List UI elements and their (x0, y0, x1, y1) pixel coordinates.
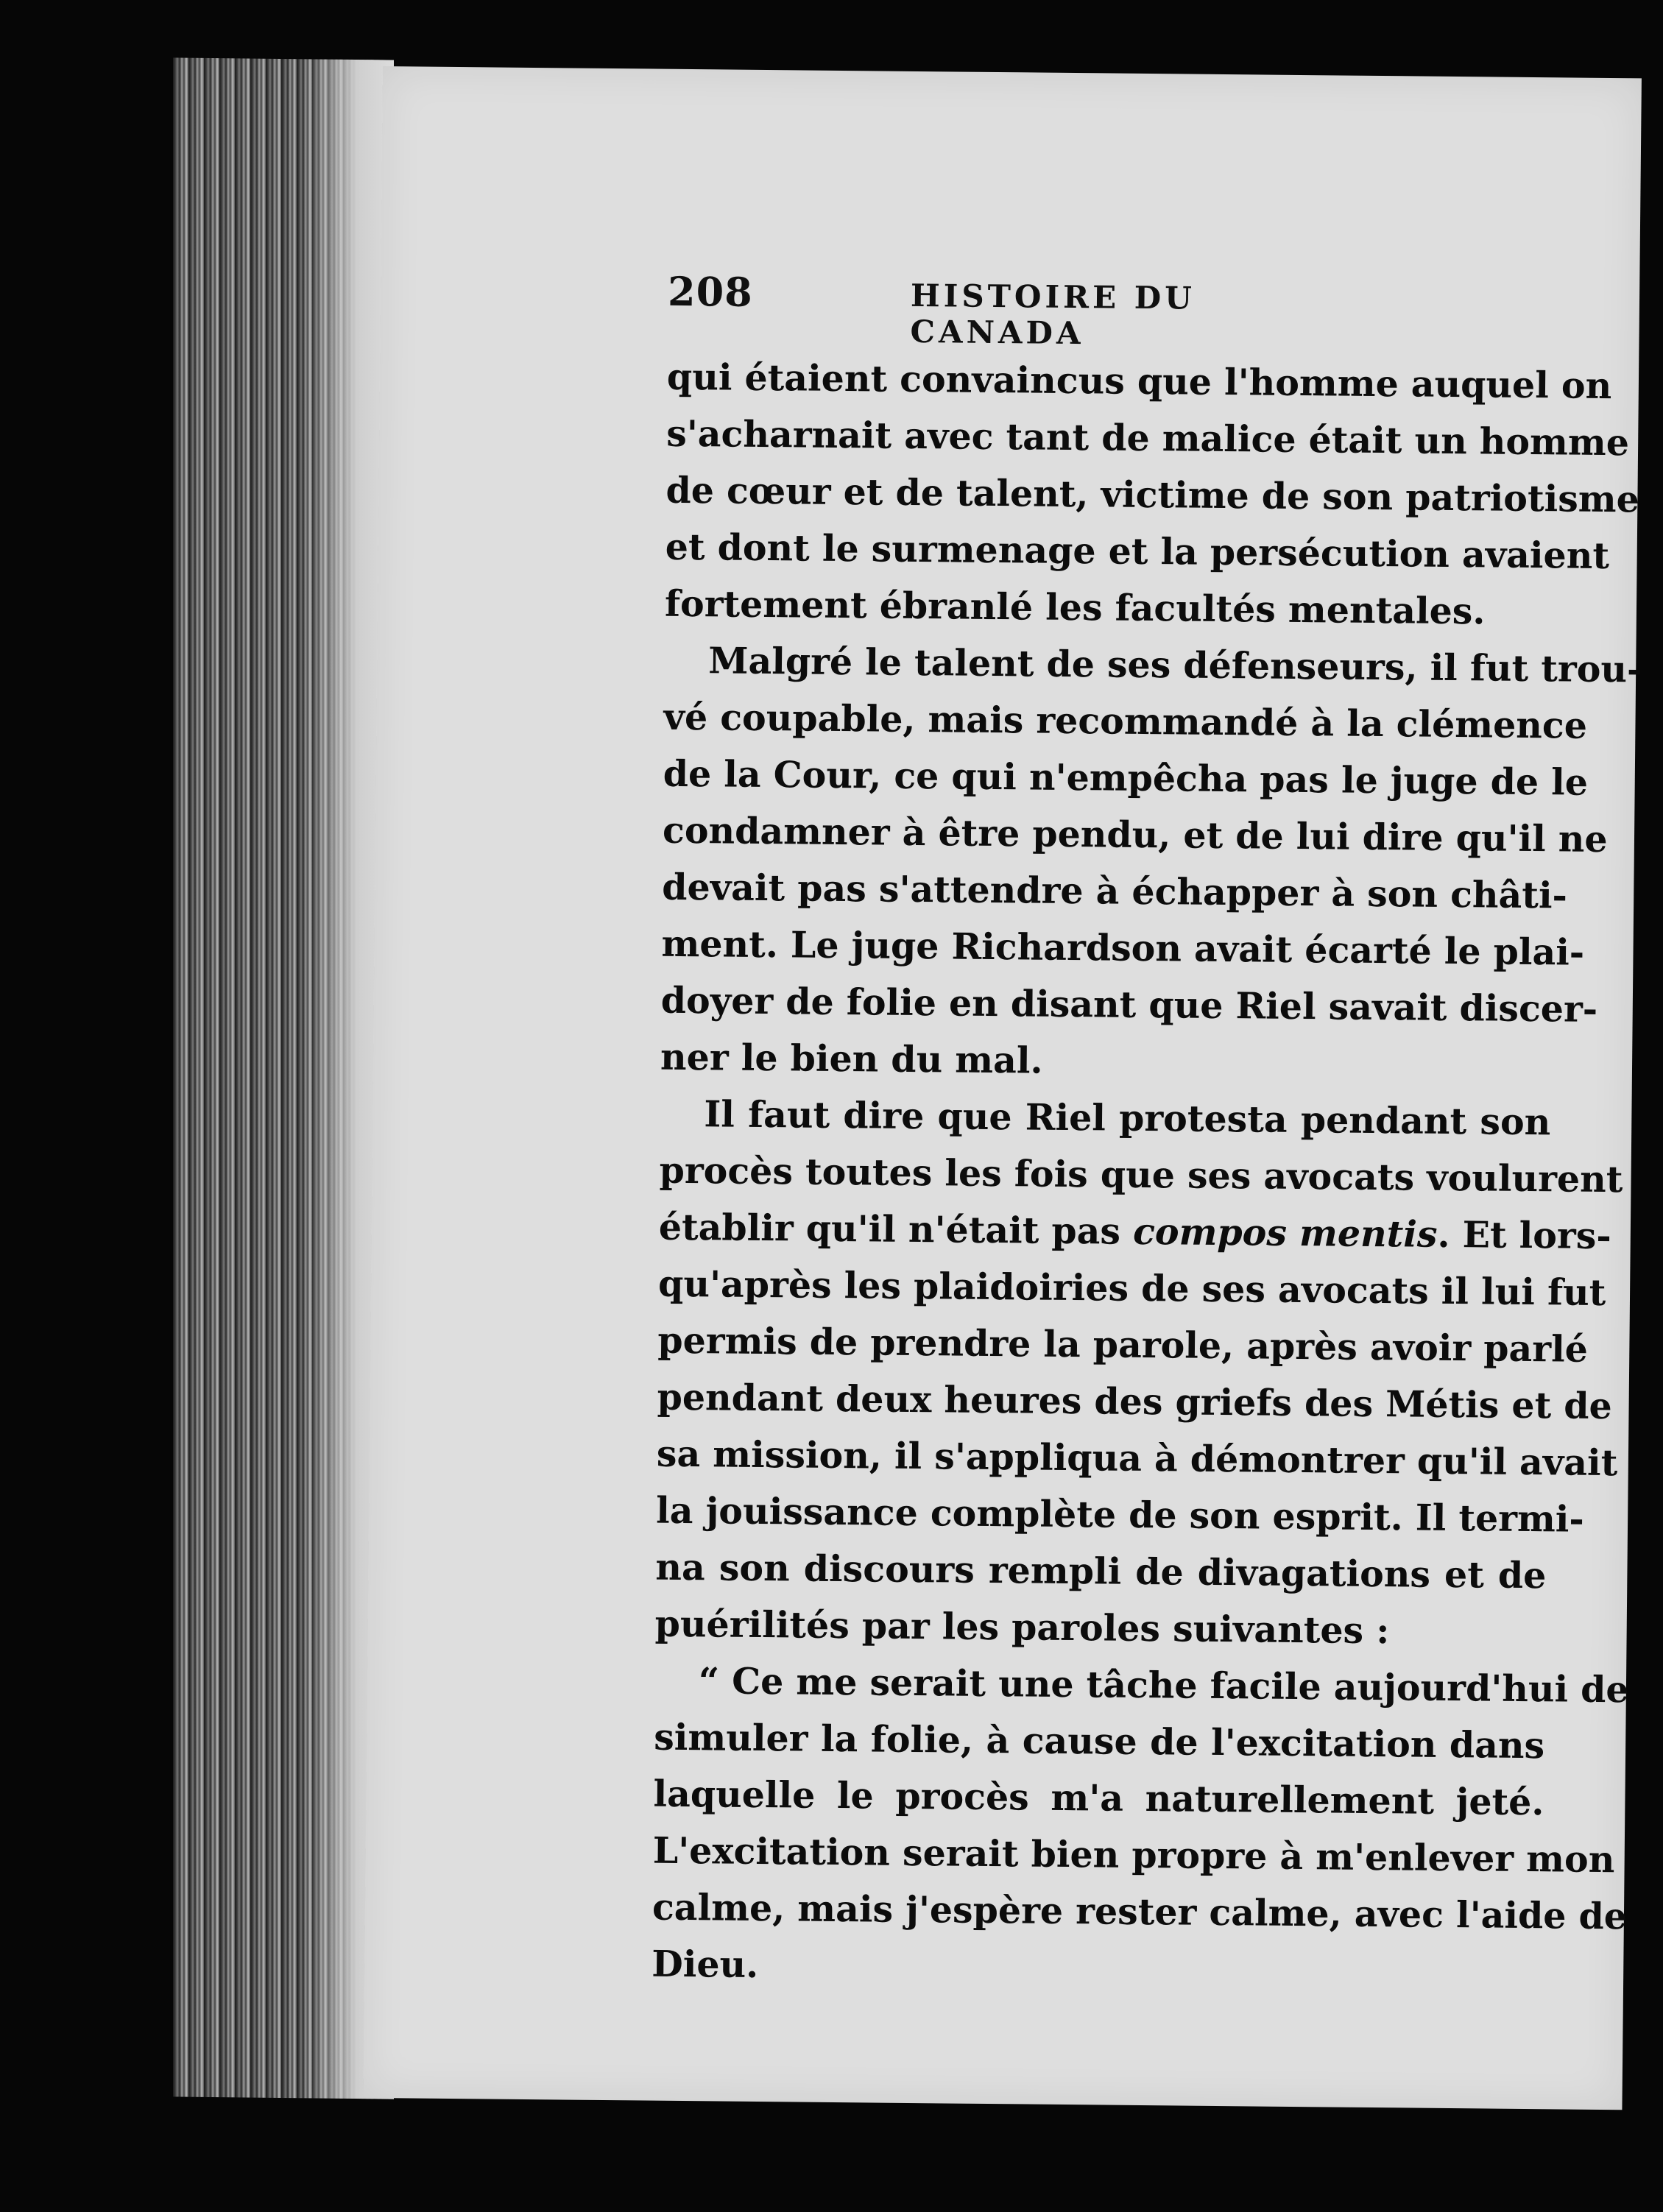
text-line: puérilités par les paroles suivantes : (654, 1602, 1390, 1653)
text-line: doyer de folie en disant que Riel savait discer- (660, 978, 1598, 1031)
text-line: laquelle le procès m'a naturellement jeté. (653, 1772, 1544, 1824)
text-line: s'acharnait avec tant de malice était un homme (665, 411, 1630, 464)
text-line: Malgré le talent de ses défenseurs, il fut trou- (707, 639, 1642, 691)
text-line: ment. Le juge Richardson avait écarté le plai- (661, 922, 1585, 974)
text-line: et dont le surmenage et la persécution avaient (665, 525, 1610, 578)
text-line: permis de prendre la parole, après avoir parlé (657, 1318, 1589, 1371)
text-line: la jouissance complète de son esprit. Il termi- (655, 1488, 1585, 1541)
text-line: procès toutes les fois que ses avocats voulurent (659, 1148, 1623, 1201)
text-line: de la Cour, ce qui n'empêcha pas le juge de le (663, 752, 1589, 804)
text-line: simuler la folie, à cause de l'excitation dans (653, 1715, 1545, 1767)
text-line: na son discours rempli de divagations et de (655, 1545, 1547, 1597)
page-edges (173, 57, 394, 2099)
text-line: de cœur et de talent, victime de son patriotisme (665, 468, 1640, 521)
text-line: Il faut dire que Riel protesta pendant son (704, 1092, 1551, 1144)
text-line: L'excitation serait bien propre à m'enlever mon (652, 1828, 1615, 1881)
text-line: devait pas s'attendre à échapper à son châti- (662, 865, 1568, 917)
text-line: Dieu. (651, 1942, 759, 1987)
text-line: calme, mais j'espère rester calme, avec l'aide de (652, 1885, 1628, 1938)
italic-phrase: compos mentis (1132, 1209, 1438, 1256)
text-line: condamner à être pendu, et de lui dire qu'il ne (662, 808, 1608, 861)
text-line: établir qu'il n'était pas compos mentis. Et lors- (658, 1205, 1611, 1258)
text-line: sa mission, il s'appliqua à démontrer qu'il avait (656, 1432, 1618, 1485)
text-line: fortement ébranlé les facultés mentales. (664, 582, 1486, 633)
text-line: pendant deux heures des griefs des Métis et de (657, 1375, 1613, 1428)
text-line: qu'après les plaidoiries de ses avocats il lui fut (657, 1262, 1606, 1315)
text-line: “ Ce me serait une tâche facile aujourd'hui de (698, 1659, 1629, 1711)
text-line: vé coupable, mais recommandé à la clémence (663, 695, 1588, 747)
text-line: ner le bien du mal. (660, 1035, 1043, 1082)
page-number: 208 (667, 267, 754, 316)
book-page (364, 66, 1642, 2110)
body-text (651, 349, 1642, 2001)
running-title: HISTOIRE DU CANADA (910, 277, 1196, 352)
page-header (667, 267, 1331, 352)
text-line: qui étaient convaincus que l'homme auquel on (666, 355, 1612, 408)
